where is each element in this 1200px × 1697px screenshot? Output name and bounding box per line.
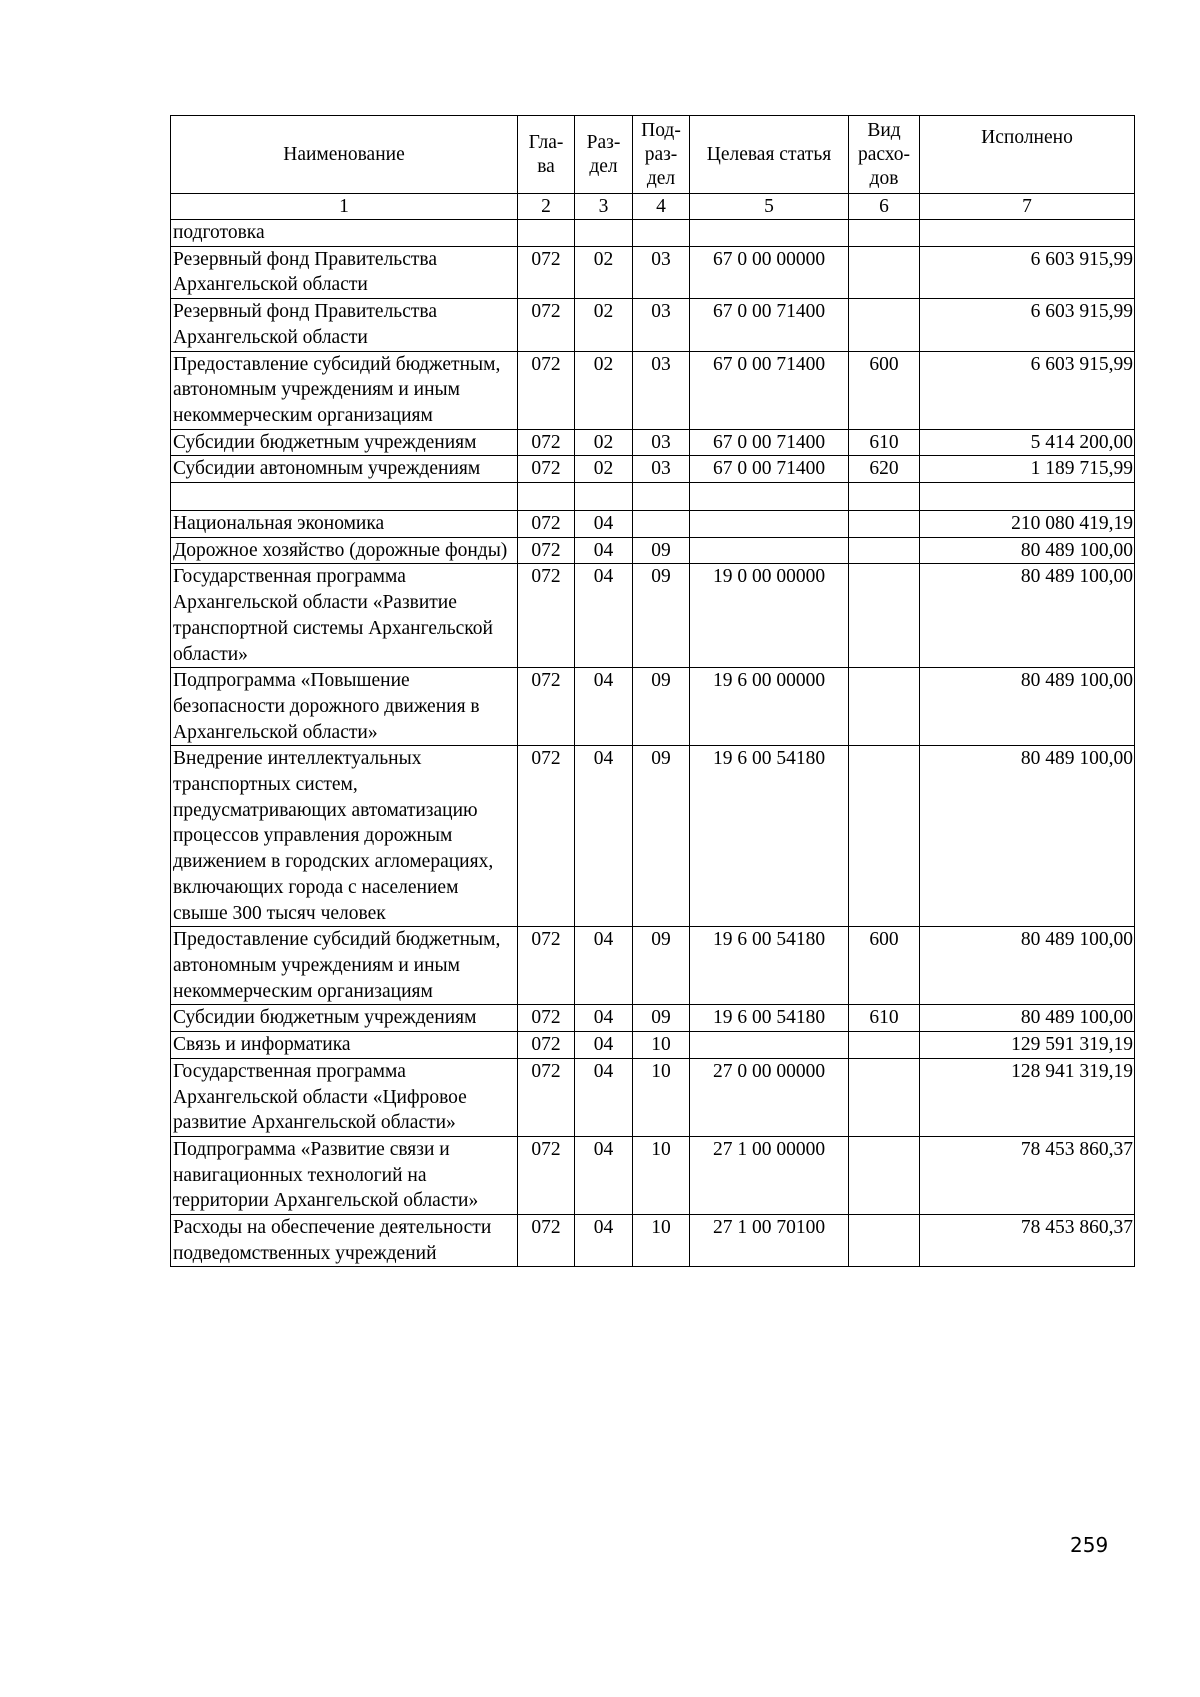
row-vid-rashodov [849,746,920,927]
row-glava: 072 [518,456,575,483]
row-razdel: 04 [575,1032,633,1059]
row-podrazdel: 10 [633,1058,690,1136]
row-vid-rashodov [849,1215,920,1267]
page-number: 259 [1070,1533,1109,1557]
row-razdel: 02 [575,351,633,429]
row-glava: 072 [518,1005,575,1032]
row-name: Субсидии автономным учреждениям [171,456,518,483]
row-ispolneno: 6 603 915,99 [920,351,1135,429]
column-number: 6 [849,194,920,220]
header-ispolneno: Исполнено [920,116,1135,194]
column-number: 3 [575,194,633,220]
table-row [171,1005,1135,1032]
row-glava: 072 [518,746,575,927]
column-number: 5 [690,194,849,220]
row-celevaya-statya: 19 0 00 00000 [690,564,849,668]
table-row [171,1136,1135,1214]
header-row [171,116,1135,194]
table-row [171,220,1135,247]
row-vid-rashodov [849,564,920,668]
row-glava: 072 [518,511,575,538]
row-razdel: 02 [575,246,633,298]
row-ispolneno: 6 603 915,99 [920,246,1135,298]
row-ispolneno [920,483,1135,511]
row-ispolneno: 128 941 319,19 [920,1058,1135,1136]
row-ispolneno: 210 080 419,19 [920,511,1135,538]
row-ispolneno: 1 189 715,99 [920,456,1135,483]
row-name: Предоставление субсидий бюджетным, автономным учреждениям и иным некоммерческим организациям [171,351,518,429]
header-celevaya: Целевая статья [690,116,849,194]
row-celevaya-statya [690,483,849,511]
row-podrazdel: 09 [633,537,690,564]
row-name: Предоставление субсидий бюджетным, автономным учреждениям и иным некоммерческим организациям [171,927,518,1005]
row-ispolneno: 80 489 100,00 [920,564,1135,668]
row-celevaya-statya [690,220,849,247]
row-ispolneno: 80 489 100,00 [920,1005,1135,1032]
row-ispolneno: 80 489 100,00 [920,668,1135,746]
row-celevaya-statya: 19 6 00 54180 [690,746,849,927]
row-celevaya-statya [690,511,849,538]
header-podrazdel: Под- раз- дел [633,116,690,194]
row-razdel: 04 [575,746,633,927]
row-podrazdel: 09 [633,668,690,746]
row-podrazdel: 10 [633,1032,690,1059]
row-glava [518,220,575,247]
row-glava: 072 [518,1032,575,1059]
row-celevaya-statya: 67 0 00 71400 [690,456,849,483]
table-row [171,1215,1135,1267]
row-vid-rashodov [849,1032,920,1059]
table-row [171,456,1135,483]
row-glava: 072 [518,564,575,668]
header-razdel: Раз- дел [575,116,633,194]
row-celevaya-statya: 27 1 00 70100 [690,1215,849,1267]
row-name: Государственная программа Архангельской области «Цифровое развитие Архангельской области» [171,1058,518,1136]
row-name: Резервный фонд Правительства Архангельской области [171,246,518,298]
header-name: Наименование [171,116,518,194]
row-ispolneno [920,220,1135,247]
row-ispolneno: 129 591 319,19 [920,1032,1135,1059]
row-celevaya-statya: 67 0 00 71400 [690,299,849,351]
table-row [171,537,1135,564]
row-ispolneno: 80 489 100,00 [920,537,1135,564]
row-celevaya-statya [690,537,849,564]
row-name: Резервный фонд Правительства Архангельской области [171,299,518,351]
row-razdel: 04 [575,511,633,538]
row-celevaya-statya: 27 0 00 00000 [690,1058,849,1136]
header-glava: Гла- ва [518,116,575,194]
row-podrazdel: 10 [633,1136,690,1214]
table-row [171,1058,1135,1136]
row-razdel [575,220,633,247]
row-razdel: 04 [575,668,633,746]
row-name: Расходы на обеспечение деятельности подведомственных учреждений [171,1215,518,1267]
row-razdel: 02 [575,299,633,351]
row-razdel [575,483,633,511]
row-celevaya-statya: 19 6 00 54180 [690,1005,849,1032]
row-razdel: 02 [575,456,633,483]
row-vid-rashodov [849,299,920,351]
row-glava: 072 [518,299,575,351]
row-podrazdel [633,483,690,511]
row-name: Субсидии бюджетным учреждениям [171,1005,518,1032]
table-row [171,927,1135,1005]
row-glava: 072 [518,429,575,456]
row-razdel: 04 [575,564,633,668]
row-vid-rashodov [849,668,920,746]
row-podrazdel [633,220,690,247]
row-podrazdel: 03 [633,456,690,483]
row-podrazdel: 09 [633,1005,690,1032]
row-razdel: 04 [575,1005,633,1032]
column-number: 2 [518,194,575,220]
row-vid-rashodov: 620 [849,456,920,483]
column-number: 7 [920,194,1135,220]
row-name: подготовка [171,220,518,247]
row-vid-rashodov: 600 [849,351,920,429]
row-vid-rashodov [849,511,920,538]
table-row [171,564,1135,668]
table-row [171,483,1135,511]
row-vid-rashodov: 610 [849,1005,920,1032]
row-celevaya-statya: 67 0 00 00000 [690,246,849,298]
row-podrazdel: 03 [633,429,690,456]
row-vid-rashodov [849,483,920,511]
row-ispolneno: 80 489 100,00 [920,927,1135,1005]
table-row [171,746,1135,927]
row-glava: 072 [518,1058,575,1136]
row-vid-rashodov [849,537,920,564]
row-name: Подпрограмма «Развитие связи и навигационных технологий на территории Архангельской области» [171,1136,518,1214]
row-celevaya-statya: 19 6 00 54180 [690,927,849,1005]
row-celevaya-statya: 27 1 00 00000 [690,1136,849,1214]
row-razdel: 04 [575,537,633,564]
row-name: Дорожное хозяйство (дорожные фонды) [171,537,518,564]
table-body [171,220,1135,1267]
row-glava: 072 [518,246,575,298]
row-vid-rashodov [849,220,920,247]
row-razdel: 04 [575,1136,633,1214]
row-name: Подпрограмма «Повышение безопасности дорожного движения в Архангельской области» [171,668,518,746]
row-ispolneno: 78 453 860,37 [920,1215,1135,1267]
column-number-row [171,194,1135,220]
column-number: 4 [633,194,690,220]
header-vid: Вид расхо- дов [849,116,920,194]
row-name: Государственная программа Архангельской области «Развитие транспортной системы Архангельской области» [171,564,518,668]
row-podrazdel: 09 [633,927,690,1005]
row-vid-rashodov: 610 [849,429,920,456]
row-razdel: 04 [575,927,633,1005]
column-number: 1 [171,194,518,220]
row-podrazdel [633,511,690,538]
row-podrazdel: 03 [633,299,690,351]
row-vid-rashodov [849,246,920,298]
row-podrazdel: 03 [633,246,690,298]
row-celevaya-statya [690,1032,849,1059]
row-name: Субсидии бюджетным учреждениям [171,429,518,456]
row-ispolneno: 6 603 915,99 [920,299,1135,351]
table-row [171,246,1135,298]
table-row [171,429,1135,456]
row-ispolneno: 78 453 860,37 [920,1136,1135,1214]
row-ispolneno: 5 414 200,00 [920,429,1135,456]
row-glava: 072 [518,1215,575,1267]
row-razdel: 04 [575,1058,633,1136]
row-name: Внедрение интеллектуальных транспортных систем, предусматривающих автоматизацию процессов управления дорожным движением в городских агломерациях, включающих города с населением свыше 300 тысяч человек [171,746,518,927]
row-podrazdel: 09 [633,564,690,668]
row-name: Национальная экономика [171,511,518,538]
row-celevaya-statya: 67 0 00 71400 [690,429,849,456]
row-podrazdel: 03 [633,351,690,429]
row-podrazdel: 10 [633,1215,690,1267]
row-glava: 072 [518,537,575,564]
table-row [171,299,1135,351]
row-name: Связь и информатика [171,1032,518,1059]
table-row [171,1032,1135,1059]
row-vid-rashodov [849,1136,920,1214]
row-celevaya-statya: 19 6 00 00000 [690,668,849,746]
row-glava: 072 [518,1136,575,1214]
row-razdel: 04 [575,1215,633,1267]
row-glava [518,483,575,511]
budget-table [170,115,1135,1267]
row-glava: 072 [518,668,575,746]
row-vid-rashodov: 600 [849,927,920,1005]
table-row [171,511,1135,538]
row-glava: 072 [518,351,575,429]
row-celevaya-statya: 67 0 00 71400 [690,351,849,429]
row-razdel: 02 [575,429,633,456]
table-row [171,668,1135,746]
table-row [171,351,1135,429]
row-name [171,483,518,511]
row-vid-rashodov [849,1058,920,1136]
row-glava: 072 [518,927,575,1005]
row-podrazdel: 09 [633,746,690,927]
row-ispolneno: 80 489 100,00 [920,746,1135,927]
